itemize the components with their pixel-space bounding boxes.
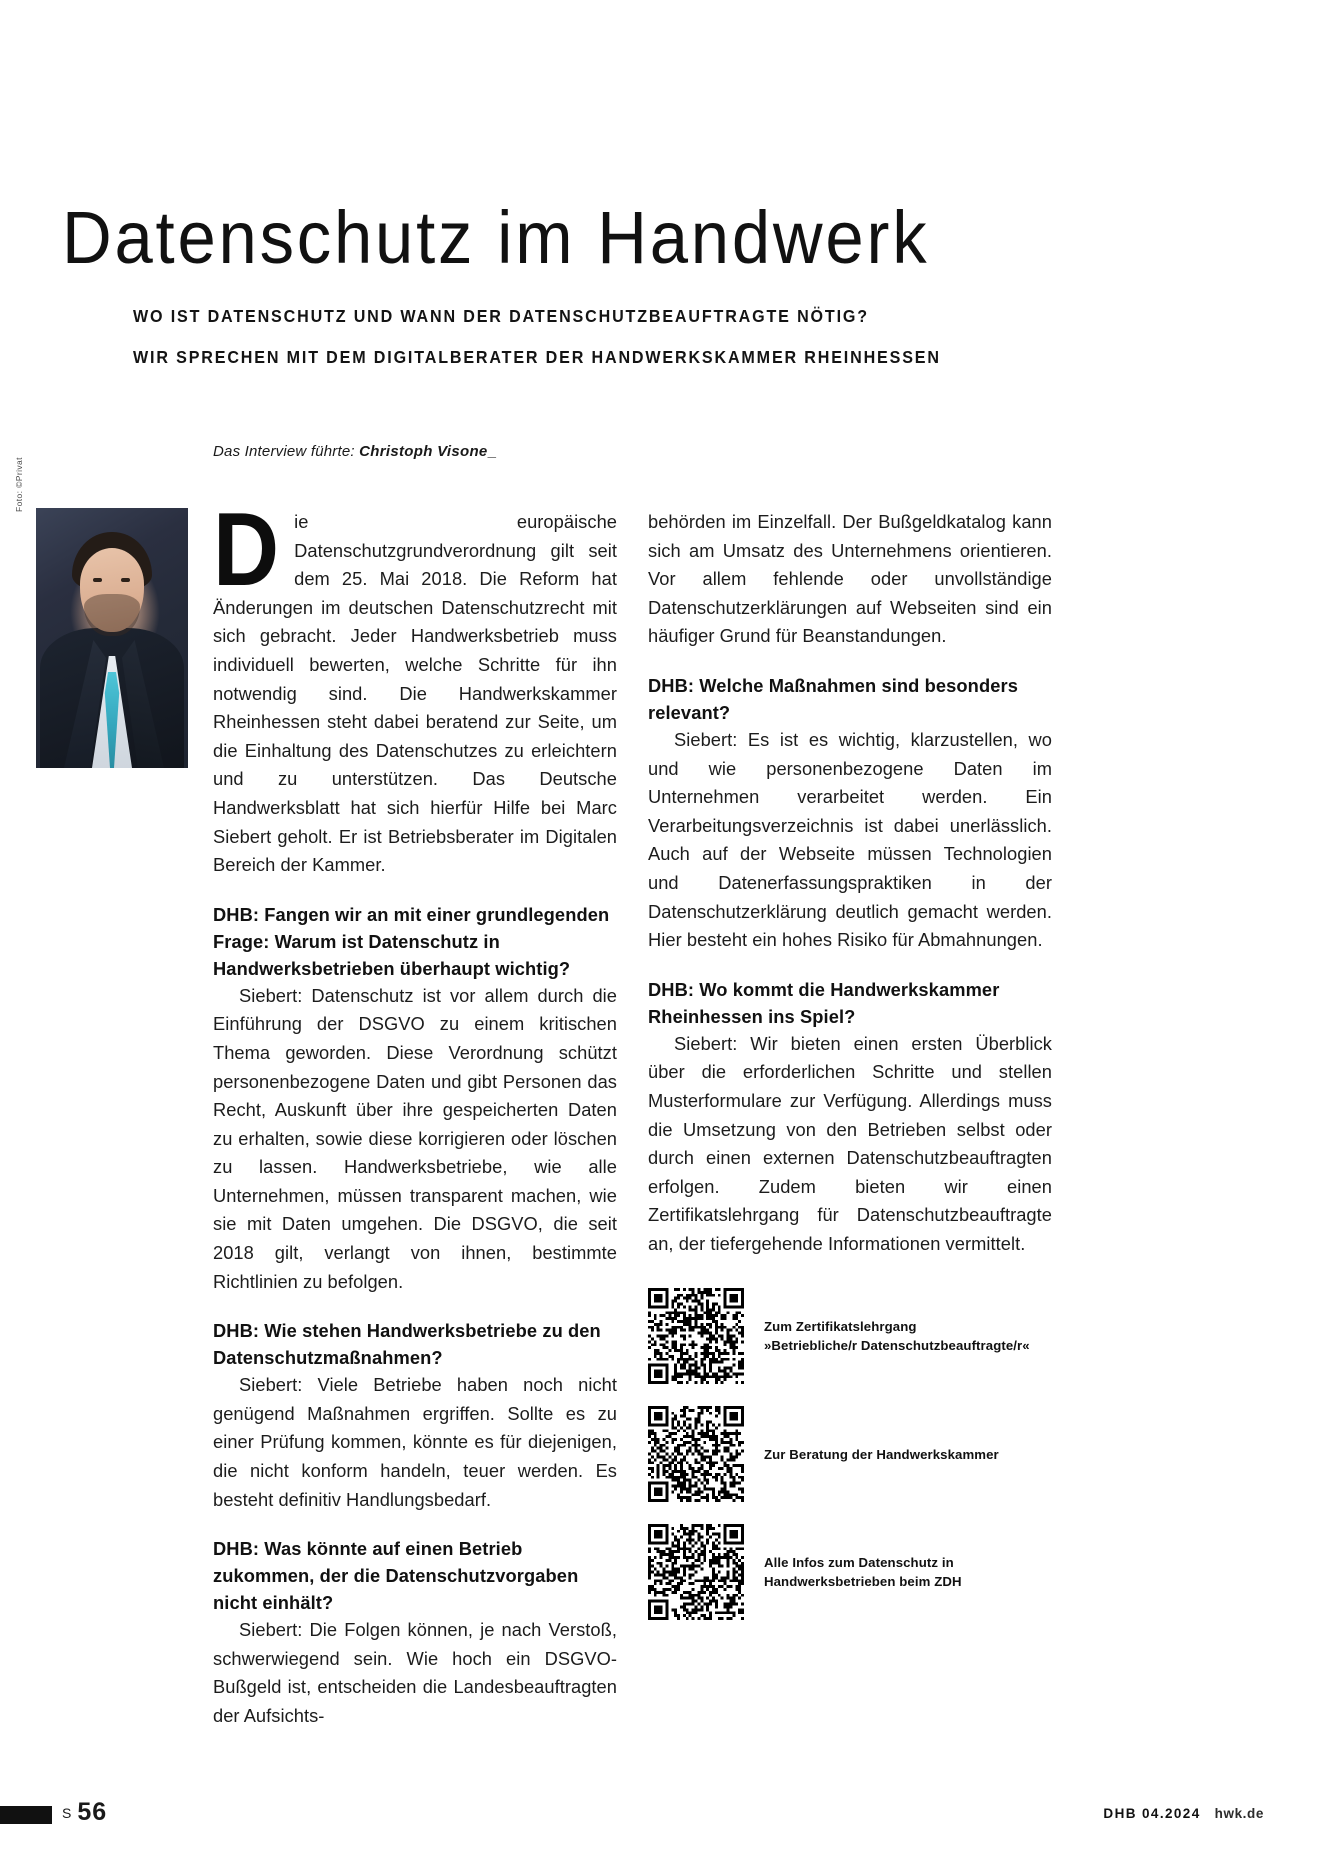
lead-text: ie europäische Datenschutzgrundverordnung gilt seit dem 25. Mai 2018. Die Reform hat Änderungen im deutschen Datenschutzrecht mit sich gebracht. Jeder Handwerksbetrieb muss individuell bewerten, welche Schritte für ihn notwendig sind. Die Handwerkskammer Rheinhessen steht dabei beratend zur Seite, um die Einhaltung des Datenschutzes zu erleichtern und zu unterstützen. Das Deutsche Handwerksblatt hat sich hierfür Hilfe bei Marc Siebert geholt. Er ist Betriebsberater im Digitalen Bereich der Kammer. — [213, 511, 617, 876]
byline — [213, 443, 496, 460]
qr-caption-line-2: Handwerksbetrieben beim ZDH — [764, 1574, 962, 1589]
issue-label: DHB 04.2024 — [1103, 1806, 1201, 1821]
body-column-right — [648, 508, 1052, 1258]
website-label: hwk.de — [1214, 1806, 1264, 1821]
qr-code-icon[interactable] — [648, 1288, 744, 1384]
drop-cap: D — [213, 492, 278, 608]
answer-text-2: Siebert: Viele Betriebe haben noch nicht genügend Maßnahmen ergriffen. Sollte es zu einer Prüfung kommen, könnte es für diejenigen, die nicht konform handeln, teuer werden. Es besteht definitiv Handlungsbedarf. — [213, 1374, 617, 1510]
portrait-image — [36, 508, 188, 768]
answer-text-5: Siebert: Wir bieten einen ersten Überblick über die erforderlichen Schritte und stellen Musterformulare zur Verfügung. Allerdings muss die Umsetzung von den Betrieben selbst oder durch einen externen Datenschutzbeauftragten erfolgen. Zudem bieten wir einen Zertifikatslehrgang für Datenschutzbeauftragte an, der tiefergehende Informationen vermittelt. — [648, 1032, 1052, 1254]
qr-caption-line-1: Alle Infos zum Datenschutz in — [764, 1555, 954, 1570]
list-item[interactable] — [648, 1288, 1052, 1384]
qr-caption-line-2: »Betriebliche/r Datenschutzbeauftragte/r« — [764, 1338, 1030, 1353]
byline-label: Das Interview führte: — [213, 443, 355, 460]
lead-paragraph — [213, 492, 617, 880]
list-item[interactable] — [648, 1524, 1052, 1620]
portrait-photo — [36, 508, 188, 768]
qr-code-list — [648, 1288, 1052, 1642]
list-item[interactable] — [648, 1406, 1052, 1502]
footer-issue — [1103, 1806, 1264, 1821]
page-folio — [62, 1798, 107, 1827]
question-heading-3: DHB: Was könnte auf einen Betrieb zukommen, der die Datenschutzvorgaben nicht einhält? — [213, 1538, 579, 1614]
qr-code-icon[interactable] — [648, 1406, 744, 1502]
page-title: Datenschutz im Handwerk — [62, 196, 930, 279]
qr-caption — [764, 1445, 999, 1464]
qr-code-icon[interactable] — [648, 1524, 744, 1620]
footer-rule — [0, 1806, 52, 1824]
answer-text-3: Siebert: Die Folgen können, je nach Verstoß, schwerwiegend sein. Wie hoch ein DSGVO-Bußgeld ist, entscheiden die Landesbeauftragten der Aufsichts- — [213, 1619, 617, 1726]
question-heading-4: DHB: Welche Maßnahmen sind besonders relevant? — [648, 674, 1018, 723]
body-column-left — [213, 492, 617, 1731]
continuation-paragraph: behörden im Einzelfall. Der Bußgeldkatalog kann sich am Umsatz des Unternehmens orientieren. Vor allem fehlende oder unvollständige Datenschutzerklärungen auf Webseiten sind ein häufiger Grund für Beanstandungen. — [648, 511, 1052, 647]
qr-caption-line-1: Zur Beratung der Handwerkskammer — [764, 1446, 999, 1462]
qr-caption-line-1: Zum Zertifikatslehrgang — [764, 1319, 917, 1334]
folio-prefix: S — [62, 1805, 73, 1821]
kicker-line-2: WIR SPRECHEN MIT DEM DIGITALBERATER DER HANDWERKSKAMMER RHEINHESSEN — [133, 347, 941, 367]
photo-eye-left — [93, 578, 102, 582]
photo-credit: Foto: ©Privat — [14, 457, 24, 512]
question-heading-5: DHB: Wo kommt die Handwerkskammer Rheinhessen ins Spiel? — [648, 978, 1000, 1027]
question-heading-2: DHB: Wie stehen Handwerksbetriebe zu den Datenschutzmaßnahmen? — [213, 1320, 601, 1369]
kicker-line-1: WO IST DATENSCHUTZ UND WANN DER DATENSCHUTZBEAUFTRAGTE NÖTIG? — [133, 306, 869, 326]
folio-number: 56 — [77, 1798, 108, 1826]
answer-text-4: Siebert: Es ist es wichtig, klarzustellen, wo und wie personenbezogene Daten im Unternehmen verarbeitet werden. Ein Verarbeitungsverzeichnis ist dabei unerlässlich. Auch auf der Webseite müssen Technologien und Datenerfassungspraktiken in der Datenschutzerklärung deutlich gemacht werden. Hier besteht ein hohes Risiko für Abmahnungen. — [648, 728, 1052, 951]
qr-caption — [764, 1317, 1030, 1355]
byline-tick: _ — [487, 443, 496, 460]
byline-author: Christoph Visone — [359, 443, 488, 460]
qr-caption — [764, 1553, 962, 1591]
question-heading-1: DHB: Fangen wir an mit einer grundlegenden Frage: Warum ist Datenschutz in Handwerksbetrieben überhaupt wichtig? — [213, 903, 610, 979]
answer-text-1: Siebert: Datenschutz ist vor allem durch die Einführung der DSGVO zu einem kritischen Thema geworden. Diese Verordnung schützt personenbezogene Daten und gibt Personen das Recht, Auskunft über ihre gespeicherten Daten zu erhalten, sowie diese korrigieren oder löschen zu lassen. Handwerksbetriebe, wie alle Unternehmen, müssen transparent machen, wie sie mit Daten umgehen. Die DSGVO, die seit 2018 gilt, verlangt von ihnen, bestimmte Richtlinien zu befolgen. — [213, 984, 617, 1292]
photo-eye-right — [121, 578, 130, 582]
